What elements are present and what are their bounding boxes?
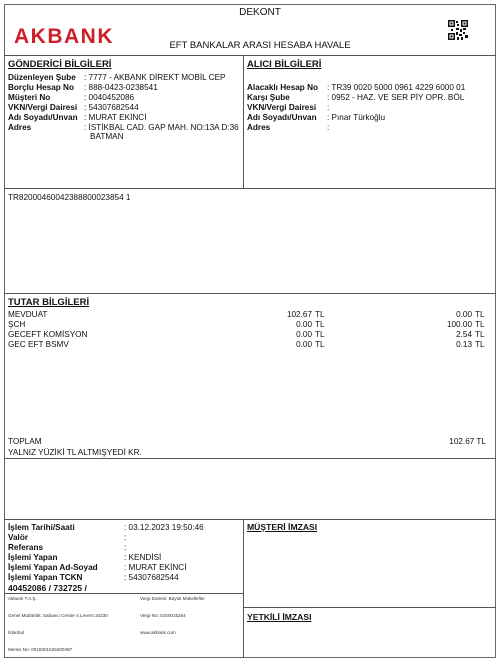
transaction-value: : (124, 533, 127, 542)
amount-value-2: 2.54 (456, 330, 472, 339)
receiver-value: : TR39 0020 5000 0961 4229 6000 01 (327, 83, 466, 92)
transaction-value: : KENDİSİ (124, 553, 162, 562)
sender-value: : İSTİKBAL CAD. GAP MAH. NO:13A D:36 (84, 123, 239, 132)
qr-code-icon (448, 20, 468, 40)
divider (4, 458, 496, 459)
amount-currency: TL (315, 320, 325, 329)
bank-logo: AKBANK (14, 25, 114, 48)
transaction-label: İşlem Tarihi/Saati (8, 523, 75, 532)
divider (243, 519, 244, 658)
divider (4, 593, 243, 594)
amount-label: ŞCH (8, 320, 26, 329)
transaction-value: : 03.12.2023 19:50:46 (124, 523, 204, 532)
sender-label: VKN/Vergi Dairesi (8, 103, 78, 112)
transaction-label: İşlemi Yapan TCKN (8, 573, 83, 582)
divider (4, 188, 496, 189)
amount-label: MEVDUAT (8, 310, 48, 319)
divider (243, 55, 244, 188)
amount-value-2: 0.00 (456, 310, 472, 319)
amount-value: 0.00 (296, 340, 312, 349)
amount-label: GEC EFT BSMV (8, 340, 69, 349)
amount-currency-2: TL (475, 310, 485, 319)
transaction-label: İşlemi Yapan (8, 553, 58, 562)
divider (243, 607, 496, 608)
sender-value: : 54307682544 (84, 103, 139, 112)
receiver-label: Alacaklı Hesap No (247, 83, 318, 92)
receiver-label: Adres (247, 123, 271, 132)
amount-currency: TL (315, 310, 325, 319)
sender-value: : MURAT EKİNCİ (84, 113, 147, 122)
amount-label: GECEFT KOMİSYON (8, 330, 88, 339)
receiver-label: VKN/Vergi Dairesi (247, 103, 317, 112)
receiver-value: : 0952 - HAZ. VE SER PİY OPR. BÖL (327, 93, 465, 102)
transaction-label: Referans (8, 543, 44, 552)
total-label: TOPLAM (8, 437, 42, 446)
transaction-label: Valör (8, 533, 29, 542)
document-title: DEKONT (239, 7, 281, 18)
document-subtitle: EFT BANKALAR ARASI HESABA HAVALE (169, 40, 351, 51)
sender-label: Adres (8, 123, 32, 132)
customer-signature-label: MÜŞTERİ İMZASI (247, 522, 318, 532)
sender-value: : 888-0423-0238541 (84, 83, 158, 92)
transaction-footer-code: 40452086 / 732725 / (8, 583, 87, 593)
receiver-title: ALICI BİLGİLERİ (247, 59, 322, 70)
receiver-label: Adı Soyadı/Unvan (247, 113, 317, 122)
company-info-line: Vergi Dairesi: Büyük Mükellefler (140, 596, 205, 601)
amount-value: 102.67 (286, 310, 312, 319)
transaction-label: İşlemi Yapan Ad-Soyad (8, 563, 98, 572)
amount-value-2: 0.13 (456, 340, 472, 349)
authorized-signature-label: YETKİLİ İMZASI (247, 612, 312, 622)
reference-code: TR82000460042388800023854 1 (8, 193, 131, 202)
transaction-value: : (124, 543, 127, 552)
amount-value: 0.00 (296, 330, 312, 339)
amount-value-2: 100.00 (446, 320, 472, 329)
receiver-value: : Pınar Türkoğlu (327, 113, 386, 122)
amounts-title: TUTAR BİLGİLERİ (8, 297, 90, 308)
sender-value: : 7777 - AKBANK DİREKT MOBİL CEP (84, 73, 226, 82)
company-info-line: İstanbul (8, 630, 25, 635)
company-info-line: Mersis No: 0015001526400497 (8, 647, 73, 652)
receiver-value: : (327, 103, 330, 112)
amount-currency-2: TL (475, 330, 485, 339)
sender-label: Borçlu Hesap No (8, 83, 74, 92)
amount-value: 0.00 (296, 320, 312, 329)
company-info-line: Vergi No: 0150015264 (140, 613, 186, 618)
company-info-line: Akbank T.A.Ş. (8, 596, 37, 601)
sender-label: Müşteri No (8, 93, 51, 102)
sender-label: Düzenleyen Şube (8, 73, 76, 82)
amount-currency: TL (315, 340, 325, 349)
sender-title: GÖNDERİCİ BİLGİLERİ (8, 59, 112, 70)
company-info-line: www.akbank.com (140, 630, 176, 635)
total-in-words: YALNIZ YÜZİKİ TL ALTMIŞYEDİ KR. (8, 448, 142, 457)
receiver-label: Karşı Şube (247, 93, 290, 102)
receiver-value: : (327, 123, 330, 132)
divider (4, 55, 496, 56)
divider (4, 293, 496, 294)
sender-value: : 0040452086 (84, 93, 135, 102)
amount-currency-2: TL (475, 320, 485, 329)
sender-label: Adı Soyadı/Unvan (8, 113, 78, 122)
company-info-line: Genel Müdürlük: Sabancı Center 4.Levent 34330 (8, 613, 108, 618)
amount-currency-2: TL (475, 340, 485, 349)
divider (4, 519, 496, 520)
transaction-value: : MURAT EKİNCİ (124, 563, 187, 572)
transaction-value: : 54307682544 (124, 573, 179, 582)
total-value: 102.67 TL (449, 437, 486, 446)
amount-currency: TL (315, 330, 325, 339)
sender-value: BATMAN (90, 132, 124, 141)
